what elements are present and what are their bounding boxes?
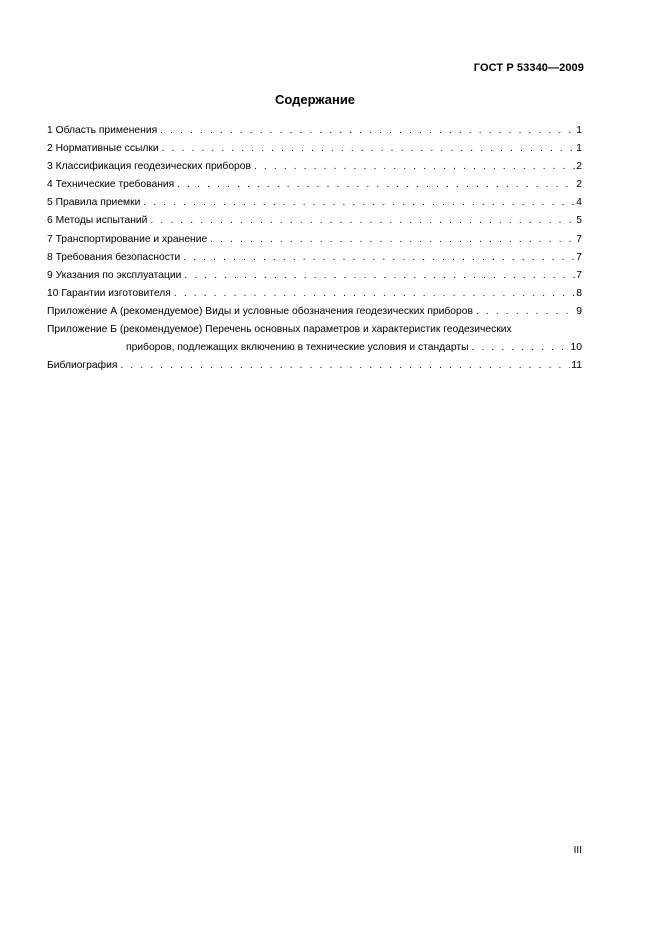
toc-entry-page: 5 — [576, 215, 582, 227]
page-title: Содержание — [274, 92, 356, 107]
toc-entry-first-line[interactable] — [47, 321, 582, 339]
dot-leader — [159, 140, 576, 158]
toc-entry-page: 7 — [576, 233, 582, 245]
dot-leader — [117, 357, 570, 375]
page-number: III — [573, 845, 582, 856]
toc-entry[interactable] — [47, 122, 582, 140]
toc-entry-page: 2 — [576, 179, 582, 191]
toc-entry-label: Библиография — [47, 360, 118, 372]
toc-entry-page: 4 — [576, 197, 582, 209]
document-code: ГОСТ Р 53340—2009 — [473, 62, 584, 74]
toc-entry-label: 4 Технические требования — [47, 179, 175, 191]
toc-entry-label: 8 Требования безопасности — [47, 251, 181, 263]
toc-entry-page: 2 — [576, 161, 582, 173]
toc-entry-label: 6 Методы испытаний — [47, 215, 148, 227]
dot-leader — [171, 285, 575, 303]
dot-leader — [180, 249, 575, 267]
toc-entry-page: 9 — [576, 305, 582, 317]
toc-entry-label: 5 Правила приемки — [47, 197, 141, 209]
toc-entry[interactable] — [47, 194, 582, 212]
toc-entry-label: 10 Гарантии изготовителя — [47, 287, 171, 299]
toc-entry-page: 7 — [576, 269, 582, 281]
toc-entry[interactable] — [47, 339, 582, 357]
dot-leader — [251, 158, 575, 176]
toc-entry-label: 3 Классификация геодезических приборов — [47, 161, 251, 173]
toc-entry-label: 1 Область применения — [47, 125, 158, 136]
toc-entry-page: 11 — [571, 360, 582, 372]
toc-entry[interactable] — [47, 249, 582, 267]
dot-leader — [147, 212, 575, 230]
toc-entry-label-continued: приборов, подлежащих включению в технические условия и стандарты — [126, 342, 469, 354]
toc-entry[interactable] — [47, 303, 582, 321]
dot-leader — [469, 339, 570, 357]
dot-leader — [140, 194, 575, 212]
dot-leader — [181, 267, 575, 285]
toc-entry-label: 7 Транспортирование и хранение — [47, 233, 208, 245]
toc-entry-page: 7 — [576, 251, 582, 263]
toc-entry[interactable] — [47, 140, 582, 158]
toc-entry[interactable] — [47, 158, 582, 176]
toc-entry[interactable] — [47, 357, 582, 375]
table-of-contents — [47, 122, 582, 375]
toc-entry-label: 9 Указания по эксплуатации — [47, 269, 182, 281]
dot-leader — [473, 303, 575, 321]
dot-leader — [207, 231, 575, 249]
toc-entry-page: 1 — [576, 125, 582, 136]
dot-leader — [157, 122, 575, 140]
toc-entry-page: 1 — [576, 143, 582, 155]
toc-entry[interactable] — [47, 267, 582, 285]
toc-entry[interactable] — [47, 285, 582, 303]
toc-entry-label: Приложение Б (рекомендуемое) Перечень основных параметров и характеристик геодезических — [47, 324, 512, 336]
toc-entry[interactable] — [47, 231, 582, 249]
toc-entry[interactable] — [47, 212, 582, 230]
dot-leader — [174, 176, 575, 194]
toc-entry[interactable] — [47, 176, 582, 194]
toc-entry-page: 8 — [576, 287, 582, 299]
toc-entry-label: 2 Нормативные ссылки — [47, 143, 159, 155]
toc-entry-label: Приложение А (рекомендуемое) Виды и условные обозначения геодезических приборов — [47, 305, 473, 317]
toc-entry-page: 10 — [570, 342, 582, 354]
